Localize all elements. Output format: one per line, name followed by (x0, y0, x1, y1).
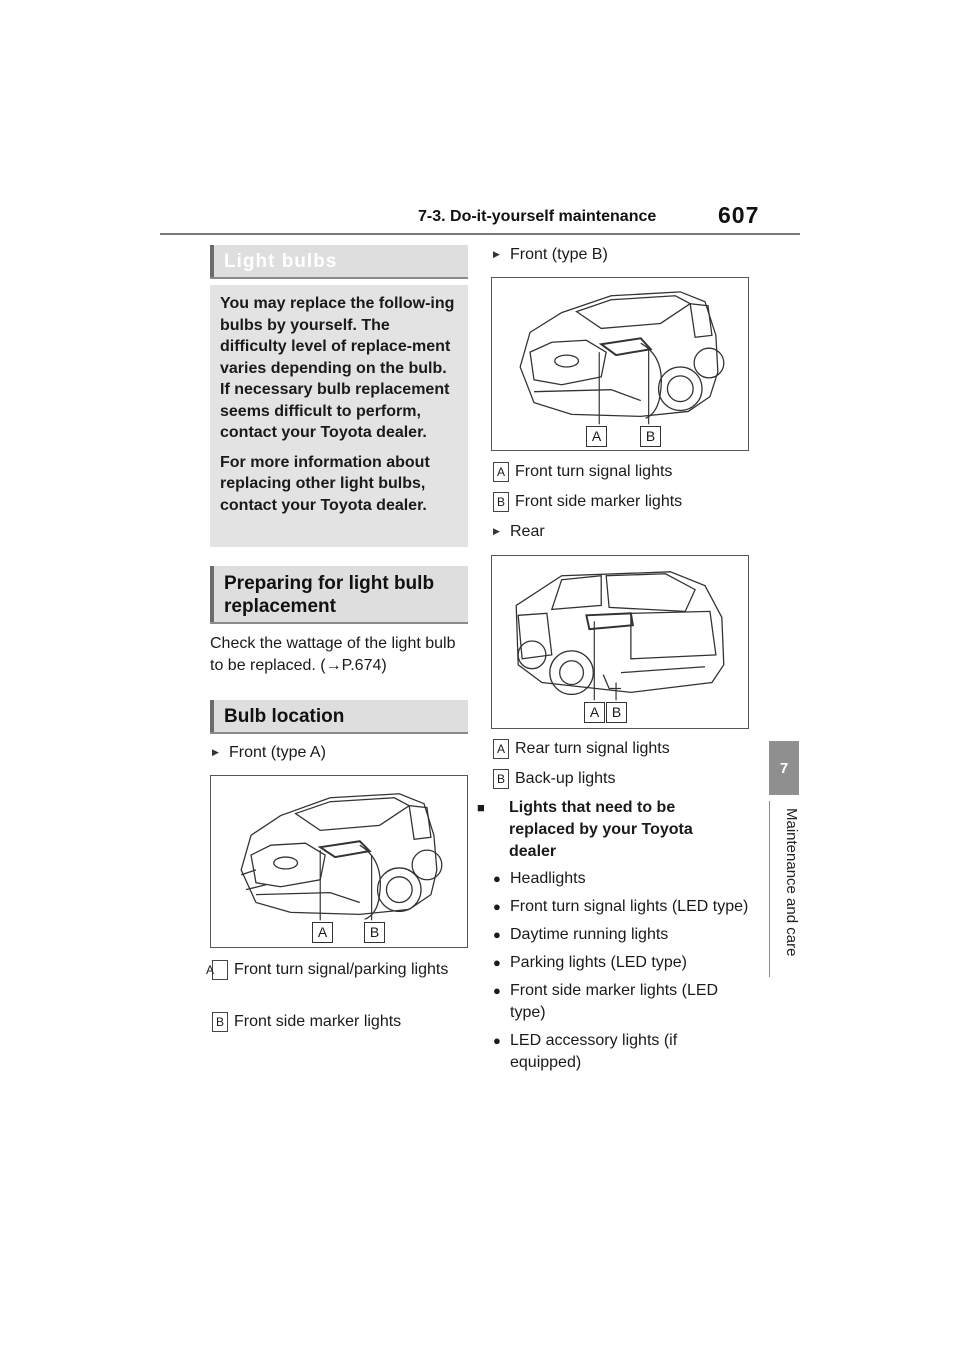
list-item: ● Parking lights (LED type) (493, 952, 749, 974)
dealer-heading: ■ Lights that need to be replaced by your Toyota dealer (493, 797, 743, 863)
front-suv-illustration-b (492, 278, 748, 450)
front-type-a-figure (210, 775, 468, 948)
bulb-location-title: Bulb location (210, 700, 468, 734)
light-bulbs-title: Light bulbs (210, 245, 468, 279)
front-type-a-label: ▶ Front (type A) (212, 741, 326, 764)
front-b-item-b: B Front side marker lights (493, 491, 682, 513)
list-item: ● Front turn signal lights (LED type) (493, 896, 749, 918)
list-item: ● Daytime running lights (493, 924, 749, 946)
label-b-box: B (212, 1012, 228, 1032)
list-item: ● LED accessory lights (if equipped) (493, 1030, 749, 1074)
preparing-title: Preparing for light bulb replacement (210, 566, 468, 624)
rear-item-a: A Rear turn signal lights (493, 738, 670, 760)
chapter-rule (769, 801, 770, 977)
intro-paragraph-2: For more information about replacing other light bulbs, contact your Toyota dealer. (220, 453, 430, 514)
label-a-box: A (493, 462, 509, 482)
front-a-item-a: A Front turn signal/parking lights (205, 961, 449, 978)
callout-b: B (364, 922, 385, 943)
rear-figure (491, 555, 749, 729)
chapter-label: Maintenance and care (783, 808, 800, 957)
header-rule (160, 233, 800, 235)
label-a-box: A (493, 739, 509, 759)
label-a-box: A (212, 960, 228, 980)
page-number: 607 (718, 202, 760, 228)
callout-b: B (640, 426, 661, 447)
callout-a: A (584, 702, 605, 723)
rear-item-b: B Back-up lights (493, 768, 616, 790)
intro-box (210, 285, 468, 547)
callout-b: B (606, 702, 627, 723)
front-a-item-b: B Front side marker lights (212, 1011, 401, 1033)
label-b-box: B (493, 492, 509, 512)
chapter-tab: 7 (769, 741, 799, 795)
front-type-b-label: ▶ Front (type B) (493, 243, 608, 266)
check-wattage-text: Check the wattage of the light bulb to be replaced. (→P.674) (210, 635, 456, 674)
rear-label: ▶ Rear (493, 520, 545, 543)
intro-paragraph-1: You may replace the follow-ing bulbs by yourself. The difficulty level of replace-ment varies depending on the bulb. If necessary bulb replacement seems difficult to perform, contact your Toyota dealer. (220, 295, 455, 441)
callout-a: A (586, 426, 607, 447)
front-b-item-a: A Front turn signal lights (493, 461, 672, 483)
front-type-b-figure (491, 277, 749, 451)
list-item: ● Front side marker lights (LED type) (493, 980, 749, 1024)
dealer-list (493, 868, 749, 1074)
list-item: ● Headlights (493, 868, 749, 890)
label-b-box: B (493, 769, 509, 789)
section-header: 7-3. Do-it-yourself maintenance (418, 208, 657, 225)
callout-a: A (312, 922, 333, 943)
front-suv-illustration-a (211, 776, 467, 947)
